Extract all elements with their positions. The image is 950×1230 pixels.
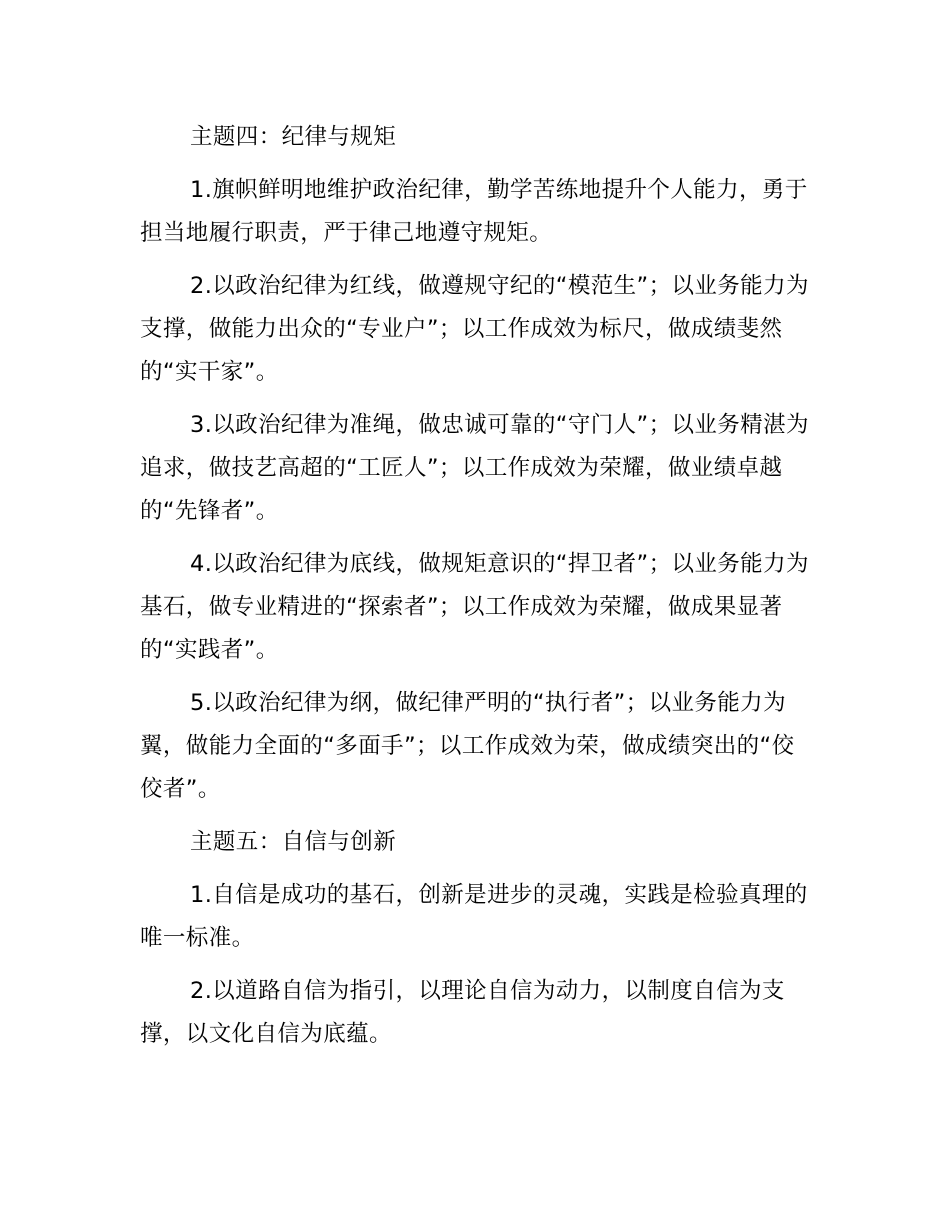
paragraph-discipline-5: 5.以政治纪律为纲，做纪律严明的“执行者”；以业务能力为翼，做能力全面的“多面手”；以工作成效为荣，做成绩突出的“佼佼者”。 [140, 690, 795, 802]
paragraph-discipline-2: 2.以政治纪律为红线，做遵规守纪的“模范生”；以业务能力为支撑，做能力出众的“专业户”；以工作成效为标尺，做成绩斐然的“实干家”。 [140, 273, 809, 385]
section-heading-discipline: 主题四：纪律与规矩 [190, 124, 397, 150]
paragraph-discipline-4: 4.以政治纪律为底线，做规矩意识的“捍卫者”；以业务能力为基石，做专业精进的“探索者”；以工作成效为荣耀，做成果显著的“实践者”。 [140, 551, 809, 663]
paragraph-confidence-2: 2.以道路自信为指引，以理论自信为动力，以制度自信为支撑，以文化自信为底蕴。 [140, 978, 785, 1047]
section-heading-confidence: 主题五：自信与创新 [190, 829, 397, 855]
paragraph-confidence-1: 1.自信是成功的基石，创新是进步的灵魂，实践是检验真理的唯一标准。 [140, 882, 808, 951]
document-page [140, 116, 812, 1066]
paragraph-discipline-3: 3.以政治纪律为准绳，做忠诚可靠的“守门人”；以业务精湛为追求，做技艺高超的“工匠人”；以工作成效为荣耀，做业绩卓越的“先锋者”。 [140, 412, 809, 524]
paragraph-discipline-1: 1.旗帜鲜明地维护政治纪律，勤学苦练地提升个人能力，勇于担当地履行职责，严于律己地遵守规矩。 [140, 177, 808, 246]
